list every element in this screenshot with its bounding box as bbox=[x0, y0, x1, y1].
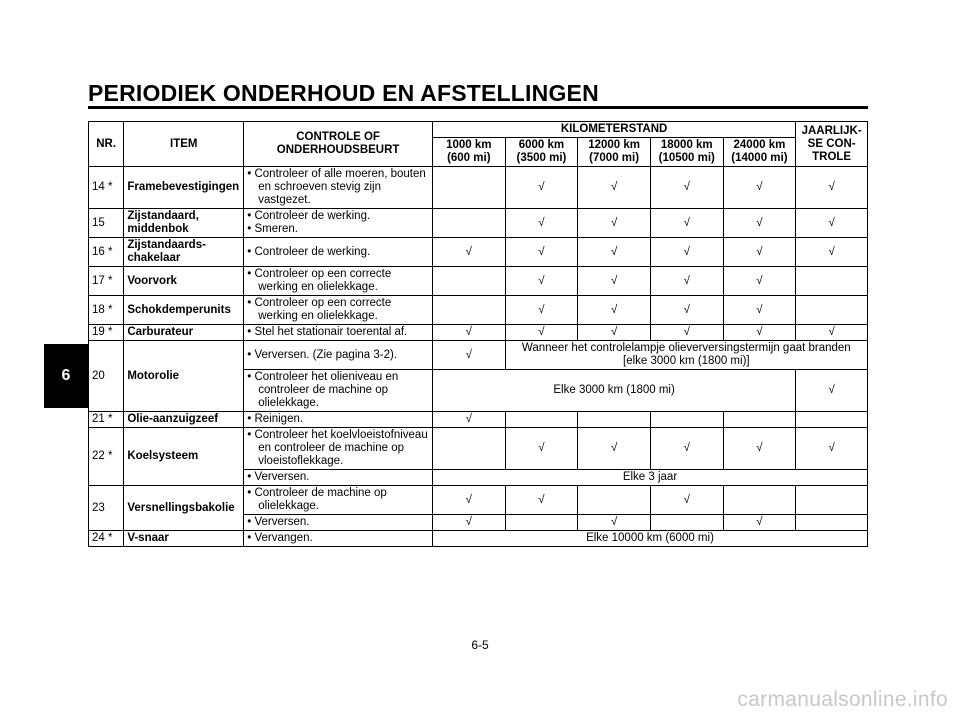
row-nr: 19 * bbox=[89, 325, 124, 341]
header-kilometerstand: KILOMETERSTAND bbox=[432, 122, 795, 138]
check-mark bbox=[796, 486, 868, 515]
header-km-1000: 1000 km (600 mi) bbox=[432, 138, 505, 167]
row-item: Versnellingsbakolie bbox=[124, 486, 244, 531]
check-mark: √ bbox=[505, 238, 578, 267]
check-mark: √ bbox=[723, 296, 796, 325]
check-mark: √ bbox=[578, 238, 651, 267]
page-title: PERIODIEK ONDERHOUD EN AFSTELLINGEN bbox=[88, 80, 599, 106]
check-mark bbox=[432, 428, 505, 470]
table-row bbox=[89, 412, 868, 428]
span-note: Wanneer het controlelampje olieverversingstermijn gaat branden [elke 3000 km (1800 mi)] bbox=[505, 341, 867, 370]
check-mark: √ bbox=[650, 428, 723, 470]
span-note: Elke 3000 km (1800 mi) bbox=[432, 370, 795, 412]
row-item: Schokdemperunits bbox=[124, 296, 244, 325]
check-mark: √ bbox=[723, 209, 796, 238]
row-item: Voorvork bbox=[124, 267, 244, 296]
check-mark: √ bbox=[723, 515, 796, 531]
check-mark: √ bbox=[650, 325, 723, 341]
check-mark bbox=[650, 412, 723, 428]
row-check: • Stel het stationair toerental af. bbox=[244, 325, 433, 341]
check-mark bbox=[432, 296, 505, 325]
check-mark bbox=[650, 515, 723, 531]
check-mark: √ bbox=[650, 209, 723, 238]
row-item: Framebevestigingen bbox=[124, 167, 244, 209]
span-note: Elke 3 jaar bbox=[432, 470, 867, 486]
table-row bbox=[89, 167, 868, 209]
check-mark: √ bbox=[650, 486, 723, 515]
span-note: Elke 10000 km (6000 mi) bbox=[432, 531, 867, 547]
row-check: • Vervangen. bbox=[244, 531, 433, 547]
check-mark bbox=[723, 486, 796, 515]
row-nr: 21 * bbox=[89, 412, 124, 428]
row-item: Zijstandaards-chakelaar bbox=[124, 238, 244, 267]
row-item: Zijstandaard, middenbok bbox=[124, 209, 244, 238]
check-mark: √ bbox=[723, 428, 796, 470]
title-rule bbox=[88, 106, 868, 109]
maintenance-table bbox=[88, 121, 868, 547]
table-row bbox=[89, 238, 868, 267]
check-mark: √ bbox=[505, 267, 578, 296]
page-number: 6-5 bbox=[471, 638, 489, 652]
check-mark: √ bbox=[578, 296, 651, 325]
check-mark: √ bbox=[432, 515, 505, 531]
table-row bbox=[89, 428, 868, 470]
watermark: carmanualsonline.info bbox=[737, 688, 948, 711]
check-mark: √ bbox=[578, 325, 651, 341]
check-mark: √ bbox=[723, 167, 796, 209]
check-mark: √ bbox=[432, 486, 505, 515]
check-mark: √ bbox=[650, 167, 723, 209]
check-mark: √ bbox=[578, 515, 651, 531]
table-row bbox=[89, 341, 868, 370]
header-nr: NR. bbox=[89, 122, 124, 167]
check-mark bbox=[578, 486, 651, 515]
check-mark bbox=[578, 412, 651, 428]
header-item: ITEM bbox=[124, 122, 244, 167]
check-mark: √ bbox=[650, 238, 723, 267]
header-jaarlijkse-controle: JAARLIJK- SE CON- TROLE bbox=[796, 122, 868, 167]
table-row bbox=[89, 325, 868, 341]
row-item: V-snaar bbox=[124, 531, 244, 547]
row-check: • Reinigen. bbox=[244, 412, 433, 428]
check-mark: √ bbox=[432, 412, 505, 428]
row-check: • Controleer het koelvloeistofniveau en controleer de machine op vloeistoflekkage. bbox=[244, 428, 433, 470]
check-mark: √ bbox=[505, 486, 578, 515]
check-mark: √ bbox=[505, 325, 578, 341]
check-mark: √ bbox=[578, 209, 651, 238]
check-mark: √ bbox=[796, 238, 868, 267]
row-check: • Verversen. bbox=[244, 470, 433, 486]
row-item: Olie-aanzuigzeef bbox=[124, 412, 244, 428]
row-nr: 18 * bbox=[89, 296, 124, 325]
check-mark: √ bbox=[432, 325, 505, 341]
row-check: • Controleer of alle moeren, bouten en schroeven stevig zijn vastgezet. bbox=[244, 167, 433, 209]
check-mark: √ bbox=[578, 167, 651, 209]
table-row bbox=[89, 296, 868, 325]
check-mark: √ bbox=[650, 267, 723, 296]
check-mark: √ bbox=[796, 428, 868, 470]
header-km-24000: 24000 km (14000 mi) bbox=[723, 138, 796, 167]
chapter-tab: 6 bbox=[44, 344, 88, 408]
check-mark: √ bbox=[723, 267, 796, 296]
row-item: Motorolie bbox=[124, 341, 244, 412]
check-mark bbox=[796, 296, 868, 325]
row-check: • Verversen. (Zie pagina 3-2). bbox=[244, 341, 433, 370]
check-mark bbox=[796, 267, 868, 296]
row-check: • Controleer op een correcte werking en olielekkage. bbox=[244, 296, 433, 325]
row-check: • Controleer de werking. bbox=[244, 238, 433, 267]
table-row bbox=[89, 486, 868, 515]
table-row bbox=[89, 267, 868, 296]
check-mark: √ bbox=[432, 341, 505, 370]
row-item: Carburateur bbox=[124, 325, 244, 341]
header-km-12000: 12000 km (7000 mi) bbox=[578, 138, 651, 167]
check-mark: √ bbox=[723, 238, 796, 267]
check-mark bbox=[432, 167, 505, 209]
check-mark: √ bbox=[505, 167, 578, 209]
row-nr: 24 * bbox=[89, 531, 124, 547]
check-mark bbox=[796, 515, 868, 531]
check-mark bbox=[505, 412, 578, 428]
check-mark: √ bbox=[796, 167, 868, 209]
check-mark: √ bbox=[796, 325, 868, 341]
check-mark: √ bbox=[723, 325, 796, 341]
row-nr: 16 * bbox=[89, 238, 124, 267]
check-mark bbox=[723, 412, 796, 428]
row-nr: 14 * bbox=[89, 167, 124, 209]
row-check: • Verversen. bbox=[244, 515, 433, 531]
row-nr: 15 bbox=[89, 209, 124, 238]
check-mark: √ bbox=[796, 370, 868, 412]
table-row bbox=[89, 209, 868, 238]
check-mark: √ bbox=[650, 296, 723, 325]
row-item: Koelsysteem bbox=[124, 428, 244, 486]
row-nr: 23 bbox=[89, 486, 124, 531]
row-nr: 22 * bbox=[89, 428, 124, 486]
check-mark bbox=[432, 267, 505, 296]
header-row bbox=[89, 122, 868, 138]
check-mark bbox=[432, 209, 505, 238]
check-mark: √ bbox=[505, 209, 578, 238]
check-mark: √ bbox=[578, 428, 651, 470]
header-check: CONTROLE OF ONDERHOUDSBEURT bbox=[244, 122, 433, 167]
row-nr: 20 bbox=[89, 341, 124, 412]
row-nr: 17 * bbox=[89, 267, 124, 296]
row-check: • Controleer de machine op olielekkage. bbox=[244, 486, 433, 515]
check-mark bbox=[796, 412, 868, 428]
row-check: • Controleer de werking. • Smeren. bbox=[244, 209, 433, 238]
check-mark: √ bbox=[505, 428, 578, 470]
header-km-6000: 6000 km (3500 mi) bbox=[505, 138, 578, 167]
table-row bbox=[89, 531, 868, 547]
row-check: • Controleer het olieniveau en controleer de machine op olielekkage. bbox=[244, 370, 433, 412]
header-km-18000: 18000 km (10500 mi) bbox=[650, 138, 723, 167]
check-mark: √ bbox=[432, 238, 505, 267]
check-mark: √ bbox=[796, 209, 868, 238]
check-mark: √ bbox=[578, 267, 651, 296]
check-mark: √ bbox=[505, 296, 578, 325]
check-mark bbox=[505, 515, 578, 531]
row-check: • Controleer op een correcte werking en olielekkage. bbox=[244, 267, 433, 296]
